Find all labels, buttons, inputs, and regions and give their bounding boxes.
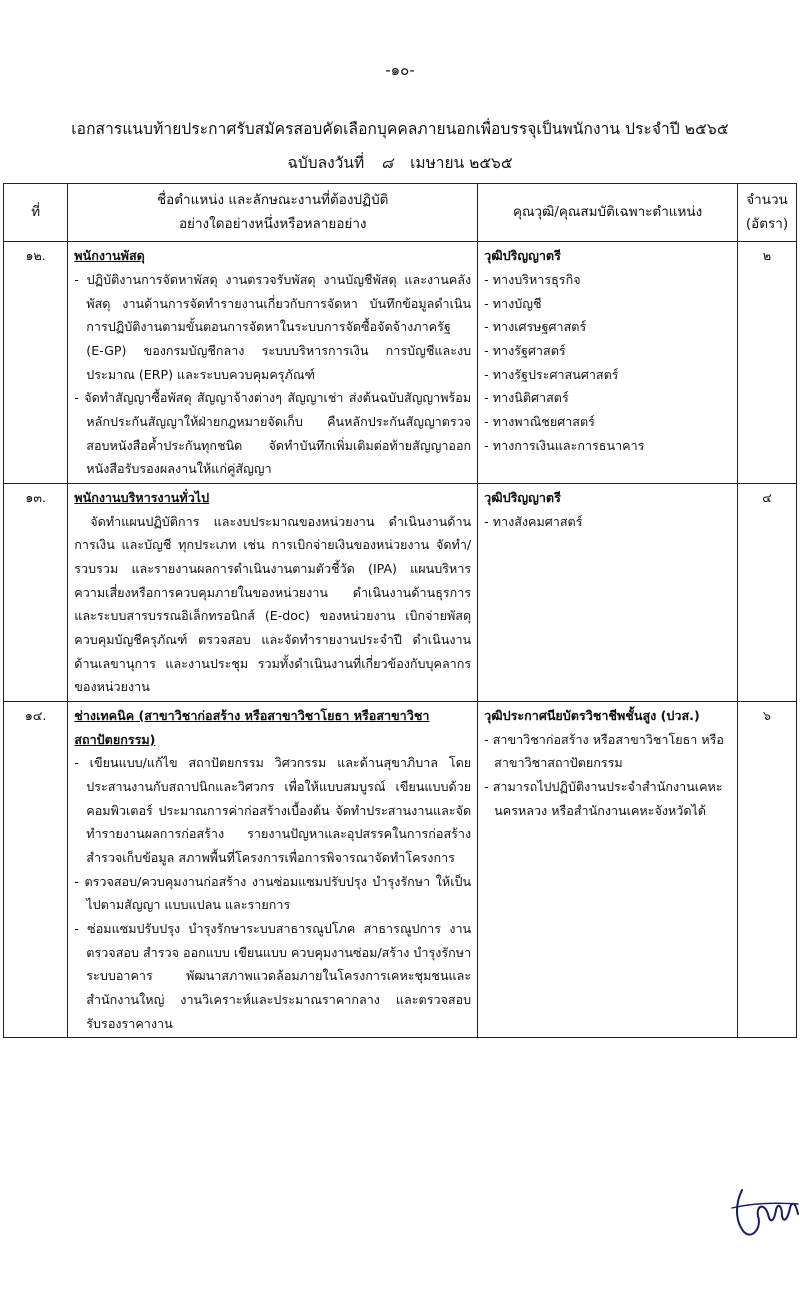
- header-position-line1: ชื่อตำแหน่ง และลักษณะงานที่ต้องปฏิบัติ: [157, 192, 389, 208]
- header-no: ที่: [4, 184, 68, 242]
- duty-item: - ตรวจสอบ/ควบคุมงานก่อสร้าง งานซ่อมแซมปรับปรุง บำรุงรักษา ให้เป็นไปตามสัญญา แบบแปลน และรายการ: [74, 873, 472, 913]
- qualification-item: - ทางการเงินและการธนาคาร: [484, 437, 645, 453]
- header-position: [68, 184, 478, 242]
- header-qualification: คุณวุฒิ/คุณสมบัติเฉพาะตำแหน่ง: [478, 184, 738, 242]
- date-day: ๘: [381, 154, 394, 172]
- position-cell: [68, 483, 478, 701]
- document-date: [0, 150, 800, 175]
- duty-item: - ซ่อมแซมปรับปรุง บำรุงรักษาระบบสาธารณูปโภค สาธารณูปการ งานตรวจสอบ สำรวจ ออกแบบ เขียนแบบ ควบคุมงานซ่อม/สร้าง บำรุงรักษาระบบอาคาร พัฒนาสภาพแวดล้อมภายในโครงการเคหะชุมชนและสำนักงานใหญ่ งานวิเคราะห์และประมาณราคากลาง และตรวจสอบรับรองราคางาน: [74, 921, 472, 1031]
- qualification-item: - ทางบัญชี: [484, 295, 542, 311]
- qualification-cell: [478, 242, 738, 484]
- signature-mark: [728, 1180, 800, 1242]
- page-number: -๑๐-: [385, 61, 415, 79]
- table-header-row: [4, 184, 797, 242]
- count-cell: ๖: [738, 702, 797, 1038]
- qualification-item: - ทางพาณิชยศาสตร์: [484, 413, 595, 429]
- position-title: ช่างเทคนิค (สาขาวิชาก่อสร้าง หรือสาขาวิชาโยธา หรือสาขาวิชาสถาปัตยกรรม): [74, 708, 430, 747]
- qualification-title: วุฒิปริญญาตรี: [484, 248, 561, 264]
- qualification-cell: [478, 702, 738, 1038]
- duty-item: - เขียนแบบ/แก้ไข สถาปัตยกรรม วิศวกรรม และด้านสุขาภิบาล โดยประสานงานกับสถาปนิกและวิศวกร เพื่อให้แบบสมบูรณ์ เขียนแบบด้วยคอมพิวเตอร์ ประมาณการค่าก่อสร้างเบื้องต้น จัดทำประสานงานและจัดทำรายงานผลการก่อสร้าง รายงานปัญหาและอุปสรรคในการก่อสร้าง สำรวจเก็บข้อมูล สภาพพื้นที่โครงการเพื่อการพิจารณาจัดทำโครงการ: [74, 755, 472, 866]
- qualification-item: - ทางบริหารธุรกิจ: [484, 271, 581, 287]
- row-number: ๑๓.: [4, 483, 68, 701]
- header-count-line1: จำนวน: [746, 192, 788, 208]
- table-row: [4, 702, 797, 1038]
- qualification-title: วุฒิปริญญาตรี: [484, 489, 561, 505]
- qualification-item: - ทางรัฐศาสตร์: [484, 342, 566, 358]
- position-cell: [68, 242, 478, 484]
- position-title: พนักงานพัสดุ: [74, 248, 145, 264]
- header-count: [738, 184, 797, 242]
- positions-table: [3, 183, 797, 1038]
- table-row: [4, 242, 797, 484]
- qualification-title: วุฒิประกาศนียบัตรวิชาชีพชั้นสูง (ปวส.): [484, 708, 700, 724]
- qualification-item: - ทางเศรษฐศาสตร์: [484, 319, 587, 335]
- row-number: ๑๔.: [4, 702, 68, 1038]
- table-row: [4, 483, 797, 701]
- qualification-item: - สามารถไปปฏิบัติงานประจำสำนักงานเคหะนครหลวง หรือสำนักงานเคหะจังหวัดได้: [484, 779, 723, 818]
- date-month-year: เมษายน ๒๕๖๕: [410, 154, 513, 172]
- header-position-line2: อย่างใดอย่างหนึ่งหรือหลายอย่าง: [178, 215, 367, 232]
- document-title: เอกสารแนบท้ายประกาศรับสมัครสอบคัดเลือกบุคคลภายนอกเพื่อบรรจุเป็นพนักงาน ประจำปี ๒๕๖๕: [71, 120, 729, 138]
- position-title: พนักงานบริหารงานทั่วไป: [74, 489, 210, 505]
- qualification-cell: [478, 483, 738, 701]
- qualification-item: - สาขาวิชาก่อสร้าง หรือสาขาวิชาโยธา หรือสาขาวิชาสถาปัตยกรรม: [484, 731, 724, 771]
- position-description: จัดทำแผนปฏิบัติการ และงบประมาณของหน่วยงาน ดำเนินงานด้านการเงิน และบัญชี ทุกประเภท เช่น การเบิกจ่ายเงินของหน่วยงาน จัดทำ/รวบรวม และรายงานผลการดำเนินงานตามตัวชี้วัด (IPA) แผนบริหารความเสี่ยงหรือการควบคุมภายในของหน่วยงาน ดำเนินงานด้านธุรการ และระบบสารบรรณอิเล็กทรอนิกส์ (E-doc) ของหน่วยงาน เบิกจ่ายพัสดุ ควบคุมบัญชีครุภัณฑ์ ตรวจสอบ และจัดทำรายงานประจำปี ดำเนินงานด้านเลขานุการ และงานประชุม รวมทั้งดำเนินงานที่เกี่ยวข้องกับบุคลากรของหน่วยงาน: [74, 513, 472, 695]
- header-count-line2: (อัตรา): [745, 215, 789, 232]
- qualification-item: - ทางนิติศาสตร์: [484, 390, 569, 406]
- qualification-item: - ทางรัฐประศาสนศาสตร์: [484, 366, 619, 382]
- qualification-item: - ทางสังคมศาสตร์: [484, 513, 583, 529]
- date-prefix: ฉบับลงวันที่: [287, 154, 365, 172]
- duty-item: - จัดทำสัญญาซื้อพัสดุ สัญญาจ้างต่างๆ สัญญาเช่า ส่งต้นฉบับสัญญาพร้อมหลักประกันสัญญาให้ฝ่ายกฎหมายจัดเก็บ คืนหลักประกันสัญญาตรวจสอบหนังสือค้ำประกันทุกชนิด จัดทำบันทึกเพิ่มเติมต่อท้ายสัญญาออกหนังสือรับรองผลงานให้แก่คู่สัญญา: [74, 390, 472, 477]
- count-cell: ๔: [738, 483, 797, 701]
- duty-item: - ปฏิบัติงานการจัดหาพัสดุ งานตรวจรับพัสดุ งานบัญชีพัสดุ และงานคลังพัสดุ งานด้านการจัดทำรายงานเกี่ยวกับการจัดหา บันทึกข้อมูลดำเนินการปฏิบัติงานตามขั้นตอนการจัดหาในระบบการจัดซื้อจัดจ้างภาครัฐ (E-GP) ของกรมบัญชีกลาง ระบบบริหารการเงิน การบัญชีและงบประมาณ (ERP) และระบบควบคุมครุภัณฑ์: [74, 271, 472, 382]
- position-cell: [68, 702, 478, 1038]
- row-number: ๑๒.: [4, 242, 68, 484]
- count-cell: ๒: [738, 242, 797, 484]
